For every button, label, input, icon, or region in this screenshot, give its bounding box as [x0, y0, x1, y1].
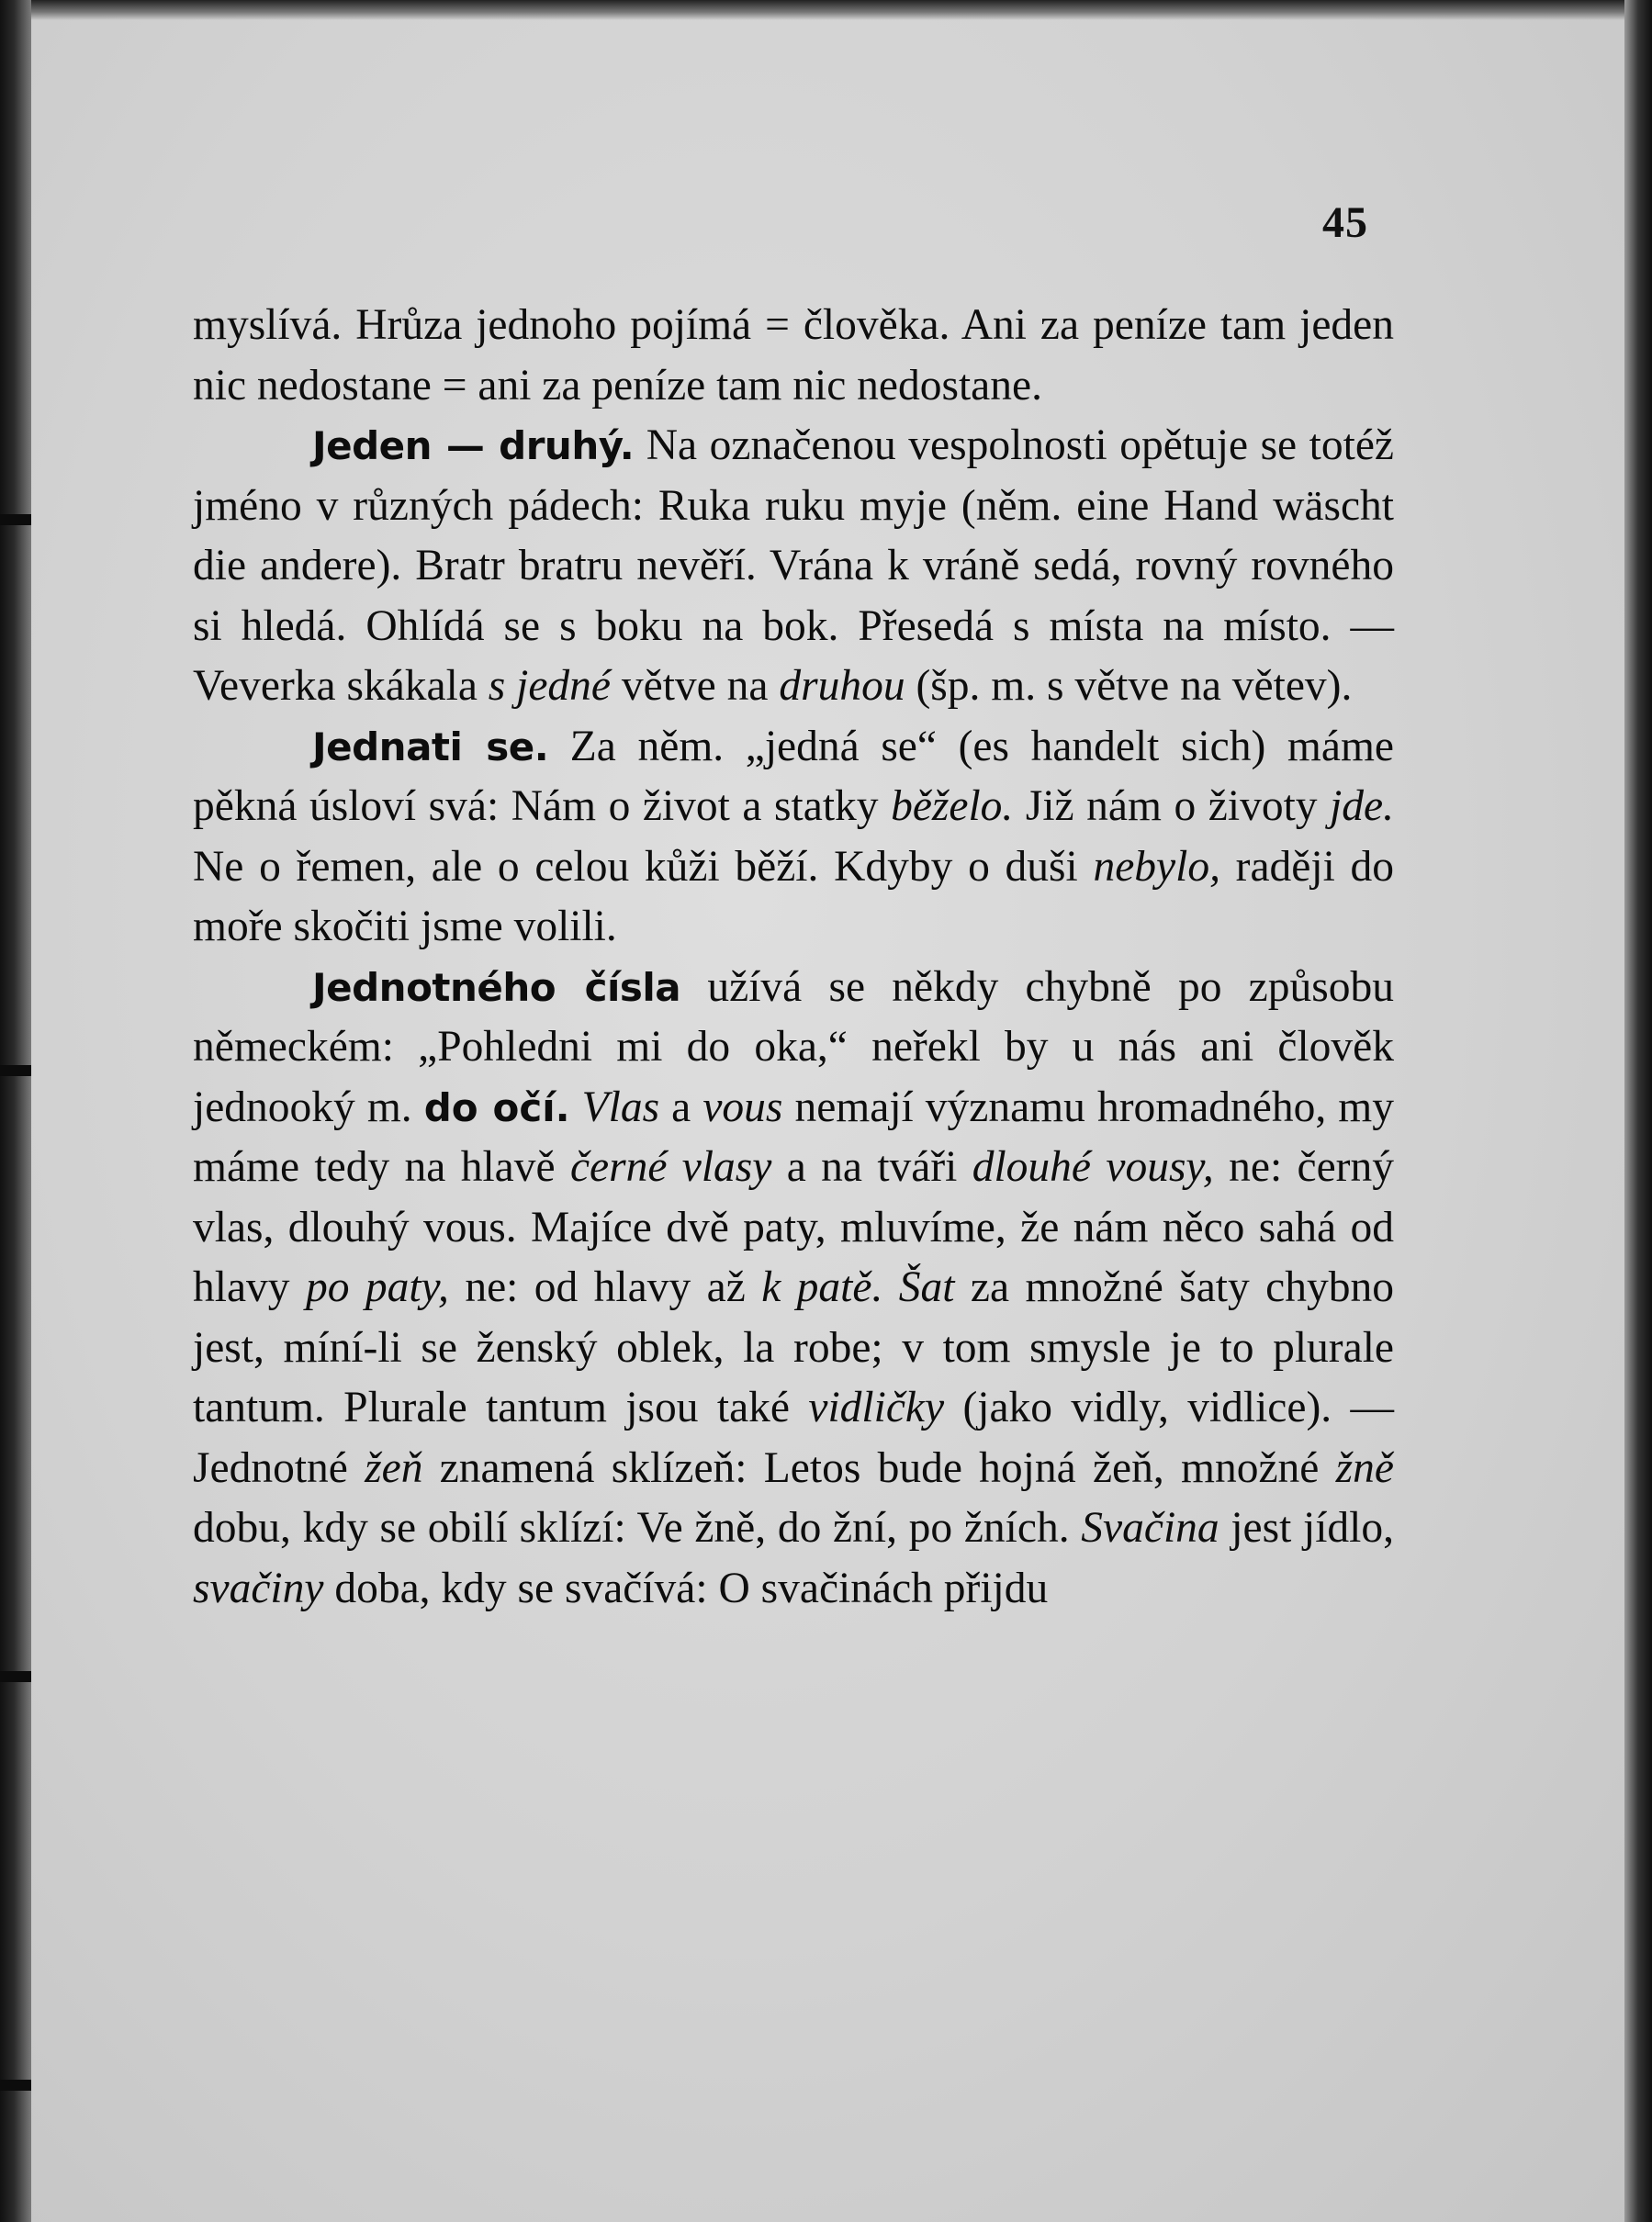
book-binding-edge: [0, 0, 31, 2222]
text-run: ne: černý vlas, dlouhý vous. Majíce dvě paty, mluvíme, že nám něco sahá od hlavy: [193, 1143, 1394, 1311]
paragraph-continuation: [193, 296, 1394, 416]
text-run: Již nám o životy: [1013, 782, 1331, 830]
text-run: znamená sklízeň: Letos bude hojná žeň, množné: [422, 1443, 1336, 1492]
italic-term: jde.: [1330, 782, 1394, 830]
text-run: a na tváři: [771, 1143, 972, 1191]
italic-term: žně: [1335, 1443, 1394, 1492]
text-run: za množné šaty chybno jest, míní-li se ženský oblek, la robe; v tom smysle je to plurale tantum. Plurale tantum jsou také: [193, 1263, 1394, 1431]
italic-term: s jedné: [488, 662, 612, 710]
paragraph-jednati-se: [193, 717, 1394, 958]
italic-term: černé vlasy: [569, 1143, 772, 1191]
text-run: (šp. m. s větve na větev).: [905, 662, 1353, 710]
text-run: myslívá. Hrůza jednoho pojímá = člověka. Ani za peníze tam jeden nic nedostane = ani za peníze tam nic nedostane.: [193, 301, 1394, 410]
text-run: [570, 1083, 582, 1131]
page-number: 45: [1322, 198, 1368, 247]
text-run: Za něm. „jedná se“ (es handelt sich) máme pěkná úsloví svá: Nám o život a statky: [193, 722, 1394, 830]
italic-term: vous: [702, 1083, 783, 1131]
entry-heading: Jednati se.: [312, 724, 549, 769]
text-run: nemají významu hromadného, my máme tedy na hlavě: [193, 1083, 1395, 1191]
emphasized-phrase: do očí.: [423, 1084, 570, 1130]
entry-heading: Jednotného čísla: [312, 964, 681, 1010]
italic-term: žeň: [365, 1443, 423, 1492]
text-run: jest jídlo,: [1219, 1504, 1394, 1552]
page-top-edge-shadow: [0, 0, 1652, 20]
entry-heading: Jeden — druhý.: [312, 423, 635, 468]
italic-term: po paty,: [305, 1263, 449, 1311]
italic-term: dlouhé vousy,: [972, 1143, 1214, 1191]
text-run: raději do moře skočiti jsme volili.: [193, 842, 1394, 950]
italic-term: nebylo,: [1093, 842, 1220, 891]
paragraph-jeden-druhy: [193, 416, 1394, 717]
text-run: dobu, kdy se obilí sklízí: Ve žně, do žní, po žních.: [193, 1504, 1082, 1552]
text-run: [882, 1263, 898, 1311]
text-run: větve na: [611, 662, 780, 710]
text-run: Na označenou vespolnosti opětuje se totéž jméno v různých pádech: Ruka ruku myje (něm. eine Hand wäscht die andere). Bratr bratru nevěří. Vrána k vráně sedá, rovný rovného si hledá. Ohlídá se s boku na bok. Přesedá s místa na místo. — Veverka skákala: [193, 421, 1394, 710]
text-run: (jako vidly, vidlice). — Jednotné: [193, 1384, 1395, 1492]
text-run: doba, kdy se svačívá: O svačinách přijdu: [323, 1564, 1049, 1612]
text-run: užívá se někdy chybně po způsobu německém: „Pohledni mi do oka,“ neřekl by u nás ani člověk jednooký m.: [193, 962, 1394, 1131]
text-run: ne: od hlavy až: [448, 1263, 762, 1311]
italic-term: svačiny: [193, 1564, 324, 1612]
italic-term: vidličky: [808, 1384, 945, 1431]
text-run: Ne o řemen, ale o celou kůži běží. Kdyby o duši: [193, 842, 1094, 891]
paragraph-jednotneho-cisla: [193, 958, 1394, 1620]
italic-term: běželo.: [891, 782, 1014, 830]
page-right-edge-shadow: [1624, 0, 1652, 2222]
page-body-text: [193, 296, 1394, 1619]
italic-term: druhou: [779, 662, 905, 710]
italic-term: Vlas: [581, 1083, 660, 1131]
italic-term: k patě.: [761, 1263, 883, 1311]
text-run: a: [659, 1083, 703, 1131]
italic-term: Svačina: [1081, 1504, 1219, 1552]
italic-term: Šat: [898, 1263, 955, 1311]
